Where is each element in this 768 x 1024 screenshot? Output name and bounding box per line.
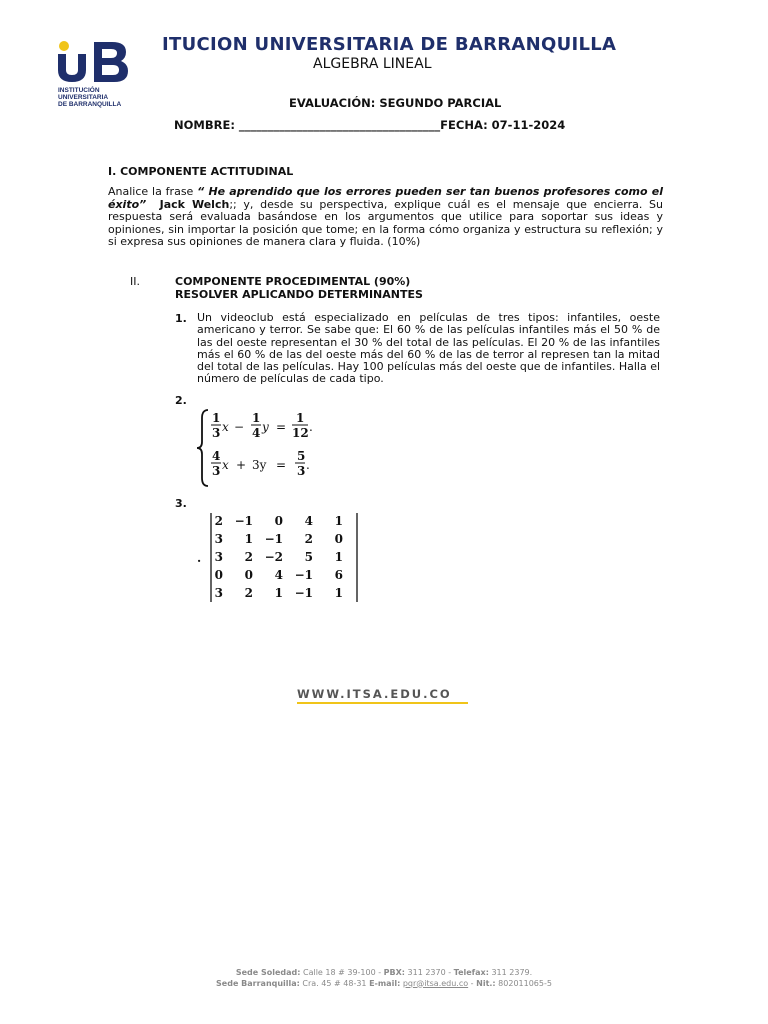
eq1-equals: = xyxy=(276,420,287,434)
footer-line-2 xyxy=(0,979,768,990)
matrix-cell-r4-c3: 4 xyxy=(274,568,283,582)
section-2-subtitle: RESOLVER APLICANDO DETERMINANTES xyxy=(175,288,423,301)
eq1-a-den: 3 xyxy=(212,426,221,440)
para-author: Jack Welch xyxy=(159,197,230,211)
eq1-c-num: 1 xyxy=(296,411,305,425)
question-1-number: 1. xyxy=(175,312,187,325)
footer-line-1 xyxy=(0,968,768,979)
matrix-cell-r5-c4: −1 xyxy=(294,586,313,600)
footer-pbx-label: PBX: xyxy=(383,968,405,977)
equation-system xyxy=(196,408,336,488)
footer-telefax-label: Telefax: xyxy=(453,968,489,977)
question-1-text: Un videoclub está especializado en películas de tres tipos: infantiles, oeste americano y terror. Se sabe que: El 60 % de las películas infantiles más el 50 % de las del oeste representan el 30 % del total de las películas. El 20 % de las infantiles más el 60 % de las del oeste más del 60 % de las de terror al represen tan la mitad del total de las películas. Hay 100 películas más del oeste que de infantiles. Halla el número de películas de cada tipo. xyxy=(197,311,661,386)
matrix-cell-r2-c4: 2 xyxy=(304,532,313,546)
section-1-paragraph xyxy=(108,186,663,249)
eq1-end: . xyxy=(309,420,313,434)
subject-title: ALGEBRA LINEAL xyxy=(313,56,432,72)
footer-nit-value: 802011065-5 xyxy=(495,978,552,988)
question-3-number: 3. xyxy=(175,497,187,510)
name-date-line xyxy=(108,118,668,132)
logo-u-shape xyxy=(58,54,86,82)
matrix-cell-r4-c5: 6 xyxy=(334,568,343,582)
website-underline xyxy=(297,702,468,704)
footer-separator: - xyxy=(468,978,477,988)
para-rest: ;; y, desde su perspectiva, explique cuál es el mensaje que encierra. Su respuesta será evaluada basándose en los argumentos que utilice para soportar sus ideas y opiniones, sin importar la posición que tome; en la forma cómo organiza y estructura su reflexión; y si expresa sus opiniones de manera clara y fluida. (10%) xyxy=(108,197,663,249)
eq1-op: − xyxy=(234,420,245,434)
matrix-cell-r5-c2: 2 xyxy=(244,586,253,600)
footer-nit-label: Nit.: xyxy=(476,978,496,988)
question-2-number: 2. xyxy=(175,394,187,407)
eq1-a-num: 1 xyxy=(212,411,221,425)
matrix-cell-r1-c4: 4 xyxy=(304,514,313,528)
eq2-c-den: 3 xyxy=(297,464,306,478)
footer-email-label: E-mail: xyxy=(369,978,401,988)
matrix-prefix: . xyxy=(197,551,202,565)
matrix-cell-r3-c3: −2 xyxy=(264,550,283,564)
footer-pbx-value: 311 2370 - xyxy=(404,968,454,977)
eq1-c-den: 12 xyxy=(292,426,309,440)
footer-email-link[interactable]: pqr@itsa.edu.co xyxy=(402,978,469,988)
eq2-end: . xyxy=(306,458,310,472)
system-brace xyxy=(197,410,208,486)
institution-title: ITUCION UNIVERSITARIA DE BARRANQUILLA xyxy=(162,34,617,55)
footer-soledad-label: Sede Soledad: xyxy=(235,968,301,977)
matrix-cell-r5-c1: 3 xyxy=(214,586,223,600)
university-logo xyxy=(56,40,148,112)
matrix-cell-r3-c2: 2 xyxy=(244,550,253,564)
matrix-cell-r5-c5: 1 xyxy=(334,586,343,600)
logo-b-shape xyxy=(94,42,128,82)
eq1-b-num: 1 xyxy=(252,411,261,425)
footer-telefax-value: 311 2379. xyxy=(488,968,533,977)
matrix-cell-r1-c1: 2 xyxy=(214,514,223,528)
logo-text-line2: UNIVERSITARIA xyxy=(58,94,109,101)
footer-soledad-address: Calle 18 # 39-100 - xyxy=(300,968,384,977)
eq2-b: 3y xyxy=(252,458,267,472)
matrix-cell-r4-c2: 0 xyxy=(244,568,253,582)
para-quote: “ He aprendido que los errores pueden ser tan buenos profesores como el éxito” xyxy=(108,185,663,211)
matrix-cell-r1-c2: −1 xyxy=(234,514,253,528)
logo-dot xyxy=(59,41,69,51)
eq2-op: + xyxy=(236,458,247,472)
determinant-matrix xyxy=(195,510,365,605)
matrix-cell-r3-c5: 1 xyxy=(334,550,343,564)
eq2-equals: = xyxy=(276,458,287,472)
para-intro: Analice la frase xyxy=(108,185,198,198)
exam-title: EVALUACIÓN: SEGUNDO PARCIAL xyxy=(289,96,502,110)
footer-barranquilla-label: Sede Barranquilla: xyxy=(216,978,300,988)
eq2-c-num: 5 xyxy=(297,449,306,463)
matrix-cell-r1-c5: 1 xyxy=(334,514,343,528)
section-2-number: II. xyxy=(130,275,140,288)
section-1-heading: I. COMPONENTE ACTITUDINAL xyxy=(108,165,294,178)
matrix-cell-r3-c1: 3 xyxy=(214,550,223,564)
section-2-heading xyxy=(175,275,423,301)
matrix-cell-r2-c2: 1 xyxy=(244,532,253,546)
matrix-cell-r1-c3: 0 xyxy=(274,514,283,528)
name-date-text: NOMBRE: ___________________________________FECHA: 07-11-2024 xyxy=(174,118,566,132)
eq1-x: x xyxy=(222,420,229,434)
eq2-a-num: 4 xyxy=(212,449,221,463)
eq2-a-den: 3 xyxy=(212,464,221,478)
matrix-cell-r2-c5: 0 xyxy=(334,532,343,546)
matrix-cell-r5-c3: 1 xyxy=(274,586,283,600)
logo-text-line1: INSTITUCIÓN xyxy=(58,87,100,94)
matrix-cell-r4-c1: 0 xyxy=(214,568,223,582)
website-link[interactable]: WWW.ITSA.EDU.CO xyxy=(297,687,452,701)
eq2-x: x xyxy=(222,458,229,472)
logo-text-line3: DE BARRANQUILLA xyxy=(58,101,122,108)
matrix-cell-r3-c4: 5 xyxy=(304,550,313,564)
footer-barranquilla-address: Cra. 45 # 48-31 xyxy=(299,978,370,988)
footer xyxy=(0,968,768,989)
matrix-cell-r4-c4: −1 xyxy=(294,568,313,582)
section-2-title: COMPONENTE PROCEDIMENTAL (90%) xyxy=(175,275,411,288)
matrix-cell-r2-c3: −1 xyxy=(264,532,283,546)
eq1-b-den: 4 xyxy=(252,426,261,440)
eq1-y: y xyxy=(262,420,269,434)
matrix-cell-r2-c1: 3 xyxy=(214,532,223,546)
